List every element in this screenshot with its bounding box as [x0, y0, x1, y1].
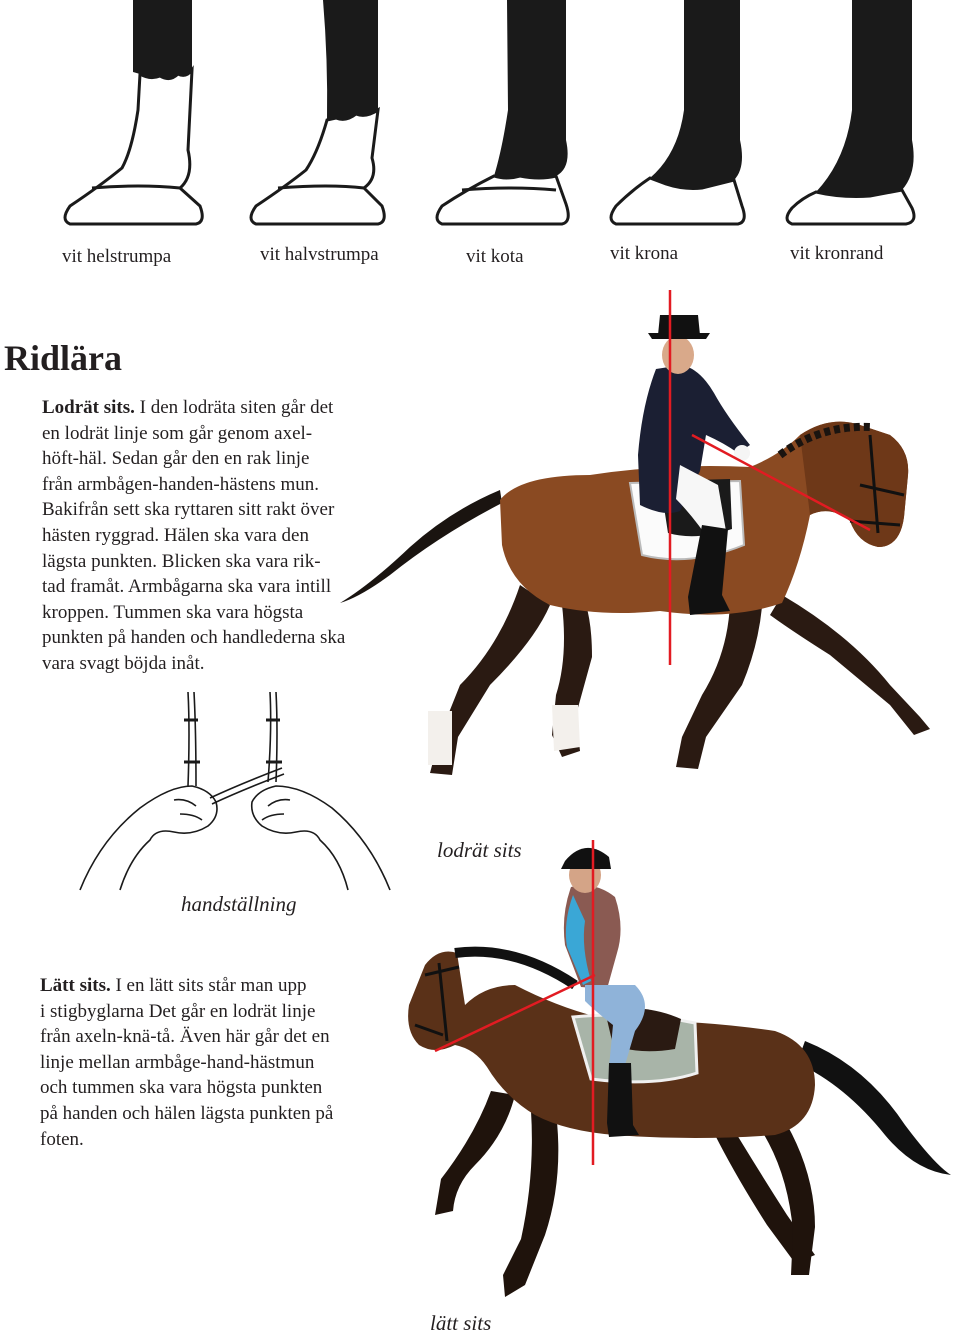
leg-label-halvstrumpa: vit halvstrumpa [260, 244, 379, 265]
latt-line: på handen och hälen lägsta punkten på [40, 1102, 334, 1124]
lodratt-line: tad framåt. Armbågarna ska vara intill [42, 576, 332, 598]
latt-line: linje mellan armbåge-hand-hästmun [40, 1051, 315, 1073]
lodratt-heading: Lodrät sits. [42, 397, 135, 418]
lodratt-paragraph [42, 395, 345, 677]
lodratt-line: vara svagt böjda inåt. [42, 652, 205, 674]
latt-heading: Lätt sits. [40, 975, 111, 996]
hand-caption: handställning [181, 892, 297, 916]
lodratt-line: höft-häl. Sedan går den en rak linje [42, 448, 310, 470]
leg-vit-kronrand [787, 0, 914, 224]
latt-line: och tummen ska vara högsta punkten [40, 1077, 323, 1099]
lodratt-line: Bakifrån sett ska ryttaren sitt rakt över [42, 499, 335, 521]
lodratt-line: kroppen. Tummen ska vara högsta [42, 601, 304, 623]
lodratt-line: hästen ryggrad. Hälen ska vara den [42, 524, 309, 546]
leg-label-kronrand: vit kronrand [790, 243, 884, 264]
leg-vit-halvstrumpa [251, 0, 384, 224]
lodratt-line: punkten på handen och handlederna ska [42, 627, 346, 649]
leg-vit-helstrumpa [65, 0, 202, 224]
latt-line: i stigbyglarna Det går en lodrät linje [40, 1000, 316, 1022]
latt-caption: lätt sits [430, 1311, 492, 1335]
leg-vit-kota [437, 0, 568, 224]
lodratt-line: en lodrät linje som går genom axel- [42, 422, 313, 444]
leg-vit-krona [611, 0, 744, 224]
leg-markings-illustration [0, 0, 960, 240]
horse-tail [340, 490, 502, 603]
latt-paragraph [40, 973, 333, 1152]
leg-label-krona: vit krona [610, 243, 679, 264]
latt-line: foten. [40, 1128, 84, 1150]
lodratt-line: I den lodräta siten går det [134, 397, 334, 418]
leg-label-kota: vit kota [466, 246, 524, 267]
lodratt-caption: lodrät sits [437, 838, 522, 862]
latt-line: I en lätt sits står man upp [110, 975, 307, 996]
latt-line: från axeln-knä-tå. Även här går det en [40, 1026, 330, 1048]
hand-position-illustration [70, 690, 400, 900]
lodratt-line: från armbågen-handen-hästens mun. [42, 473, 319, 495]
leg-label-helstrumpa: vit helstrumpa [62, 246, 172, 267]
lodratt-sits-photo [330, 285, 950, 785]
lodratt-line: lägsta punkten. Blicken ska vara rik- [42, 550, 321, 572]
section-title: Ridlära [4, 338, 123, 378]
latt-sits-photo [395, 835, 955, 1315]
